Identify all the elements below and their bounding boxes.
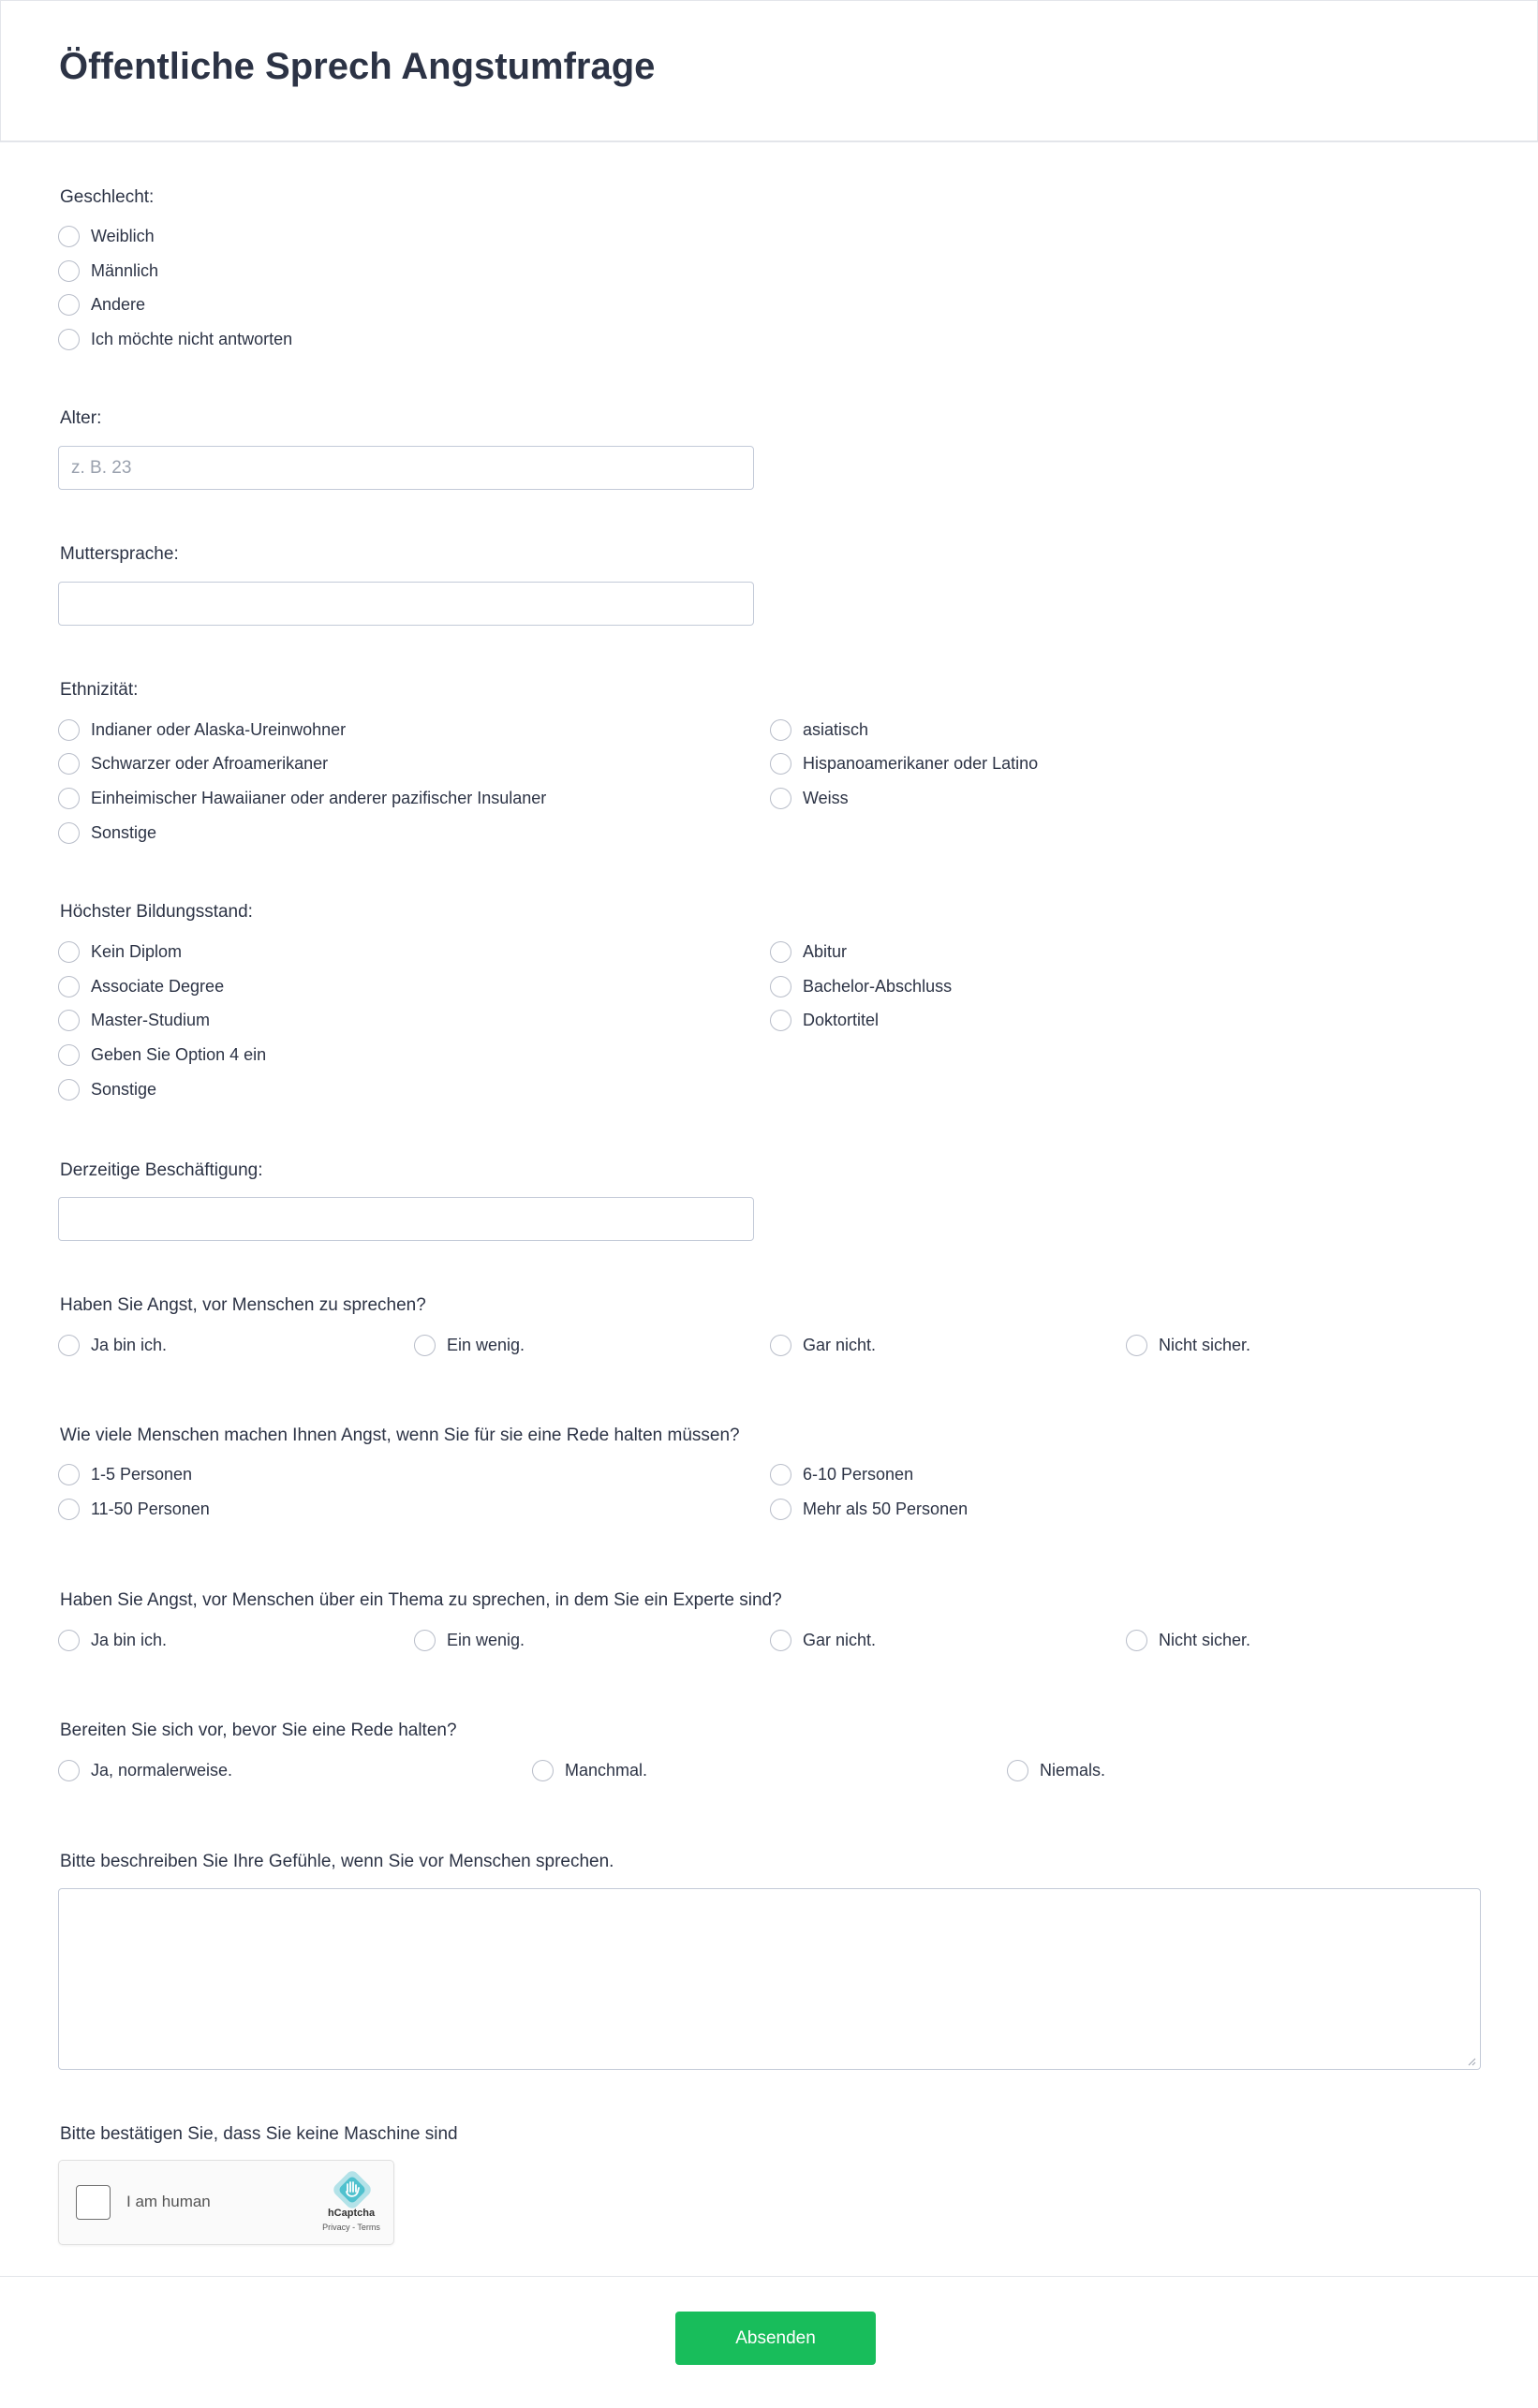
fear-expert-option[interactable]: Ein wenig.: [414, 1626, 525, 1654]
radio-button[interactable]: [770, 941, 791, 963]
captcha-label: Bitte bestätigen Sie, dass Sie keine Maschine sind: [60, 2124, 458, 2144]
education-option[interactable]: Associate Degree: [58, 972, 224, 1000]
prepare-label: Bereiten Sie sich vor, bevor Sie eine Rede halten?: [60, 1721, 457, 1740]
gender-option[interactable]: Andere: [58, 290, 145, 318]
captcha-brand: hCaptcha: [327, 2208, 376, 2219]
captcha-checkbox-label: I am human: [126, 2193, 211, 2210]
fear-speaking-label: Haben Sie Angst, vor Menschen zu sprechen?: [60, 1295, 426, 1315]
fear-speaking-option[interactable]: Ja bin ich.: [58, 1331, 167, 1359]
fear-speaking-option[interactable]: Nicht sicher.: [1126, 1331, 1250, 1359]
form-title: Öffentliche Sprech Angstumfrage: [59, 46, 656, 87]
gender-option[interactable]: Männlich: [58, 257, 158, 285]
radio-button[interactable]: [770, 1464, 791, 1485]
prepare-option[interactable]: Niemals.: [1007, 1756, 1105, 1784]
radio-button[interactable]: [770, 1335, 791, 1356]
native-language-label: Muttersprache:: [60, 544, 179, 564]
ethnicity-option[interactable]: Weiss: [770, 784, 849, 812]
feelings-label: Bitte beschreiben Sie Ihre Gefühle, wenn Sie vor Menschen sprechen.: [60, 1852, 614, 1871]
fear-expert-label: Haben Sie Angst, vor Menschen über ein Thema zu sprechen, in dem Sie ein Experte sind?: [60, 1590, 782, 1610]
radio-button[interactable]: [58, 976, 80, 997]
gender-label: Geschlecht:: [60, 187, 155, 207]
radio-button[interactable]: [58, 941, 80, 963]
radio-button[interactable]: [58, 226, 80, 247]
ethnicity-option[interactable]: Indianer oder Alaska-Ureinwohner: [58, 716, 346, 744]
hcaptcha-logo-icon: [333, 2171, 371, 2209]
fear-speaking-option[interactable]: Gar nicht.: [770, 1331, 876, 1359]
radio-button[interactable]: [58, 788, 80, 809]
radio-button[interactable]: [58, 1044, 80, 1066]
radio-button[interactable]: [414, 1335, 436, 1356]
prepare-option[interactable]: Ja, normalerweise.: [58, 1756, 232, 1784]
captcha-checkbox[interactable]: [76, 2185, 111, 2220]
radio-button[interactable]: [58, 822, 80, 844]
audience-size-option[interactable]: 1-5 Personen: [58, 1460, 192, 1488]
radio-button[interactable]: [532, 1760, 554, 1781]
education-label: Höchster Bildungsstand:: [60, 902, 253, 922]
radio-button[interactable]: [1126, 1630, 1147, 1651]
radio-button[interactable]: [1007, 1760, 1028, 1781]
radio-button[interactable]: [58, 260, 80, 282]
radio-button[interactable]: [770, 976, 791, 997]
radio-button[interactable]: [770, 719, 791, 741]
audience-size-option[interactable]: 6-10 Personen: [770, 1460, 913, 1488]
age-input[interactable]: [58, 446, 754, 490]
radio-button[interactable]: [58, 294, 80, 316]
audience-size-label: Wie viele Menschen machen Ihnen Angst, wenn Sie für sie eine Rede halten müssen?: [60, 1426, 740, 1445]
audience-size-option[interactable]: 11-50 Personen: [58, 1495, 210, 1523]
captcha-widget: [58, 2160, 394, 2245]
radio-button[interactable]: [58, 1499, 80, 1520]
ethnicity-option[interactable]: asiatisch: [770, 716, 868, 744]
submit-button[interactable]: Absenden: [675, 2312, 876, 2365]
radio-button[interactable]: [58, 1760, 80, 1781]
education-option[interactable]: Geben Sie Option 4 ein: [58, 1041, 266, 1069]
gender-option[interactable]: Ich möchte nicht antworten: [58, 325, 292, 353]
radio-button[interactable]: [58, 1010, 80, 1031]
audience-size-option[interactable]: Mehr als 50 Personen: [770, 1495, 968, 1523]
education-option[interactable]: Sonstige: [58, 1075, 156, 1103]
feelings-textarea[interactable]: [58, 1888, 1481, 2070]
resize-grip-icon[interactable]: [1467, 2057, 1476, 2066]
education-option[interactable]: Kein Diplom: [58, 938, 182, 966]
ethnicity-option[interactable]: Einheimischer Hawaiianer oder anderer pazifischer Insulaner: [58, 784, 546, 812]
radio-button[interactable]: [770, 753, 791, 775]
education-option[interactable]: Doktortitel: [770, 1006, 879, 1034]
native-language-input[interactable]: [58, 582, 754, 626]
radio-button[interactable]: [58, 753, 80, 775]
radio-button[interactable]: [58, 1335, 80, 1356]
radio-button[interactable]: [1126, 1335, 1147, 1356]
gender-option[interactable]: Weiblich: [58, 222, 155, 250]
ethnicity-option[interactable]: Schwarzer oder Afroamerikaner: [58, 749, 328, 777]
education-option[interactable]: Abitur: [770, 938, 847, 966]
ethnicity-label: Ethnizität:: [60, 680, 139, 700]
radio-button[interactable]: [770, 1499, 791, 1520]
employment-label: Derzeitige Beschäftigung:: [60, 1160, 263, 1180]
fear-expert-option[interactable]: Ja bin ich.: [58, 1626, 167, 1654]
radio-button[interactable]: [414, 1630, 436, 1651]
education-option[interactable]: Master-Studium: [58, 1006, 210, 1034]
education-option[interactable]: Bachelor-Abschluss: [770, 972, 952, 1000]
radio-button[interactable]: [58, 1079, 80, 1101]
radio-button[interactable]: [58, 719, 80, 741]
employment-input[interactable]: [58, 1197, 754, 1241]
fear-expert-option[interactable]: Nicht sicher.: [1126, 1626, 1250, 1654]
form-header: [0, 0, 1538, 142]
radio-button[interactable]: [770, 788, 791, 809]
ethnicity-option[interactable]: Hispanoamerikaner oder Latino: [770, 749, 1038, 777]
radio-button[interactable]: [58, 1630, 80, 1651]
age-label: Alter:: [60, 408, 102, 428]
radio-button[interactable]: [770, 1010, 791, 1031]
captcha-terms-link[interactable]: Privacy - Terms: [322, 2223, 380, 2232]
radio-button[interactable]: [770, 1630, 791, 1651]
radio-button[interactable]: [58, 1464, 80, 1485]
radio-button[interactable]: [58, 329, 80, 350]
fear-expert-option[interactable]: Gar nicht.: [770, 1626, 876, 1654]
fear-speaking-option[interactable]: Ein wenig.: [414, 1331, 525, 1359]
prepare-option[interactable]: Manchmal.: [532, 1756, 647, 1784]
ethnicity-option[interactable]: Sonstige: [58, 819, 156, 847]
